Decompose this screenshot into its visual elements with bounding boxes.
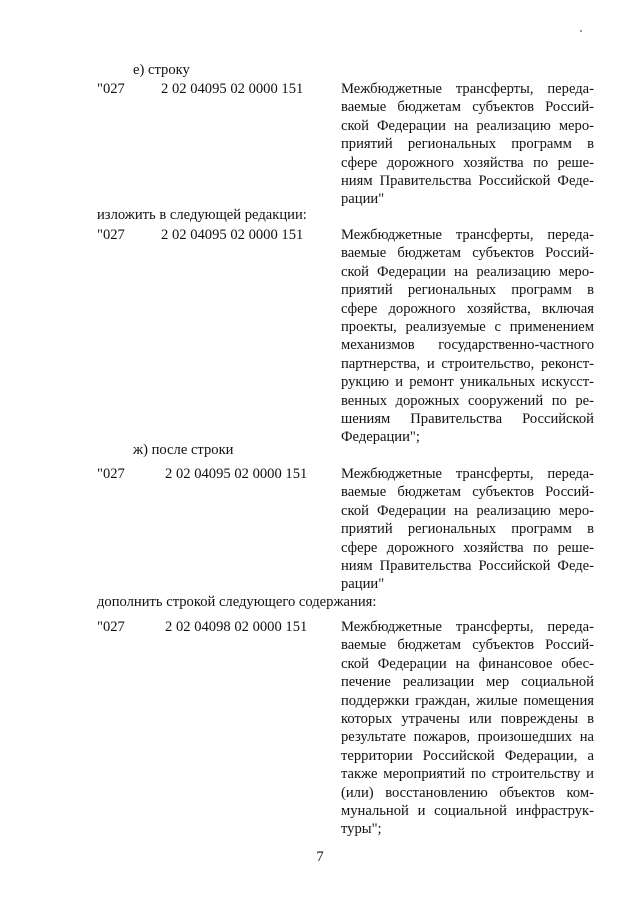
description-line: партнерства, и строительство, реконст- (341, 355, 594, 372)
description-line: ваемые бюджетам субъектов Россий- (341, 637, 594, 654)
description-line: ской Федерации на реализацию меро- (341, 117, 594, 134)
description-line: результате пожаров, произошедших на (341, 729, 594, 746)
description-line: также мероприятий по строительству и (341, 766, 594, 783)
description-line: механизмов государственно-частного (341, 337, 594, 354)
description-line: туры"; (341, 821, 382, 838)
description-line: приятий региональных программ в (341, 521, 594, 538)
description-line: приятий региональных программ в (341, 136, 594, 153)
description-line: Межбюджетные трансферты, переда- (341, 227, 594, 243)
description-line: ваемые бюджетам субъектов Россий- (341, 484, 594, 501)
row-description (341, 465, 594, 594)
description-line: проекты, реализуемые с применением (341, 318, 594, 335)
description-line: Федерации"; (341, 429, 420, 446)
description-line: приятий региональных программ в (341, 282, 594, 299)
description-line: ниям Правительства Российской Феде- (341, 172, 594, 189)
description-line: шениям Правительства Российской (341, 410, 594, 427)
description-line: рации" (341, 191, 385, 208)
description-line: ской Федерации на финансовое обес- (341, 655, 594, 672)
description-line: ской Федерации на реализацию меро- (341, 502, 594, 519)
row-prefix: "027 (97, 227, 125, 243)
row-prefix: "027 (97, 619, 125, 635)
description-line: мунальной и социальной инфраструк- (341, 802, 594, 819)
intro-line: е) строку (133, 62, 190, 78)
description-line: печение реализации мер социальной (341, 674, 594, 691)
description-line: ваемые бюджетам субъектов Россий- (341, 99, 594, 116)
description-line: сфере дорожного хозяйства по реше- (341, 539, 594, 556)
budget-code: 2 02 04095 02 0000 151 (161, 227, 304, 243)
description-line: которых утрачены или повреждены в (341, 710, 594, 727)
row-prefix: "027 (97, 466, 125, 482)
description-line: сфере дорожного хозяйства, включая (341, 300, 594, 317)
description-line: ской Федерации на реализацию меро- (341, 263, 594, 280)
budget-code: 2 02 04095 02 0000 151 (161, 81, 304, 97)
intro-line: дополнить строкой следующего содержания: (97, 594, 377, 610)
budget-code: 2 02 04098 02 0000 151 (165, 619, 308, 635)
description-line: рации" (341, 576, 385, 593)
description-line: Межбюджетные трансферты, переда- (341, 466, 594, 482)
description-line: Межбюджетные трансферты, переда- (341, 81, 594, 97)
row-prefix: "027 (97, 81, 125, 97)
page-number: 7 (316, 849, 324, 865)
description-line: рукцию и ремонт уникальных искусст- (341, 374, 594, 391)
scan-speck (580, 30, 582, 32)
description-line: (или) восстановлению объектов ком- (341, 784, 594, 801)
row-description (341, 80, 594, 209)
description-line: поддержки граждан, жилые помещения (341, 692, 594, 709)
row-description (341, 618, 594, 839)
description-line: Межбюджетные трансферты, переда- (341, 619, 594, 635)
description-line: территории Российской Федерации, а (341, 747, 594, 764)
row-description (341, 226, 594, 447)
description-line: ваемые бюджетам субъектов Россий- (341, 245, 594, 262)
description-line: сфере дорожного хозяйства по реше- (341, 154, 594, 171)
intro-line: ж) после строки (133, 442, 234, 458)
description-line: венных дорожных сооружений по ре- (341, 392, 594, 409)
description-line: ниям Правительства Российской Феде- (341, 557, 594, 574)
budget-code: 2 02 04095 02 0000 151 (165, 466, 308, 482)
intro-line: изложить в следующей редакции: (97, 207, 307, 223)
